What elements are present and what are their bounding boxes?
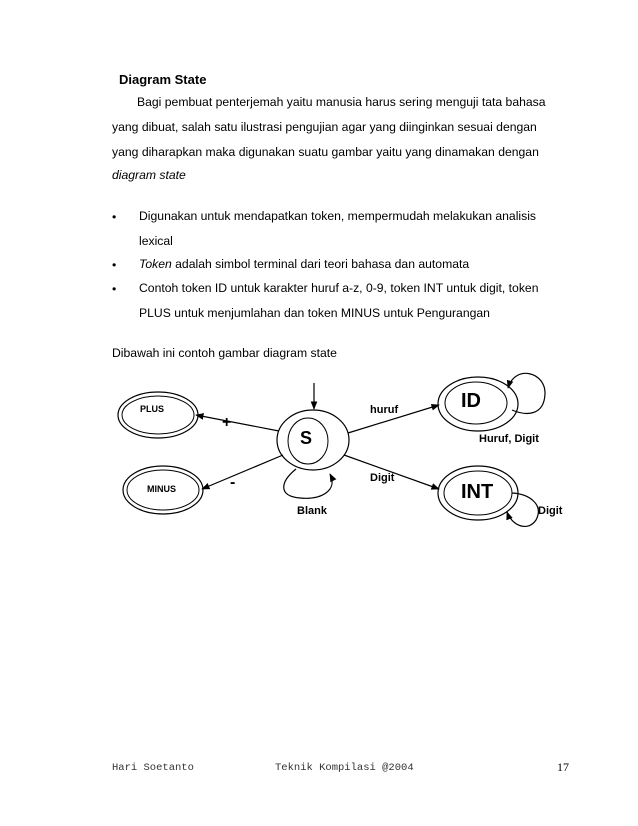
state-plus (118, 392, 198, 438)
bullet-marker: • (112, 210, 117, 224)
state-plus-label: PLUS (140, 404, 165, 414)
state-id-label: ID (461, 390, 481, 412)
bullet-2-term: Token (139, 257, 172, 271)
intro-line-3: yang diharapkan maka digunakan suatu gambar yaitu yang dinamakan dengan (112, 145, 539, 159)
state-minus-label: MINUS (147, 484, 176, 494)
footer-course: Teknik Kompilasi @2004 (275, 762, 414, 774)
bullet-1-line-2: lexical (139, 234, 173, 248)
edge-label-plus: + (222, 414, 232, 431)
edge-label-blank: Blank (297, 505, 327, 517)
state-start (277, 410, 349, 470)
loop-id (508, 373, 545, 413)
edge-s-to-plus (196, 415, 279, 431)
edge-label-huruf: huruf (370, 404, 399, 416)
intro-line-2: yang dibuat, salah satu ilustrasi pengujian agar yang diinginkan sesuai dengan (112, 120, 537, 134)
bullet-marker: • (112, 258, 117, 272)
edge-label-digit: Digit (370, 472, 395, 484)
state-int-label: INT (461, 481, 494, 503)
edge-s-to-minus (202, 455, 283, 489)
intro-line-4: diagram state (112, 168, 186, 182)
state-start-label: S (300, 428, 313, 448)
edge-label-huruf-digit: Huruf, Digit (479, 433, 539, 445)
footer-page-number: 17 (557, 760, 569, 774)
bullet-1-line-1: Digunakan untuk mendapatkan token, mempermudah melakukan analisis (139, 209, 537, 223)
edge-label-minus: - (230, 474, 236, 491)
intro-line-1: Bagi pembuat penterjemah yaitu manusia harus sering menguji tata bahasa (137, 95, 546, 109)
edge-label-digit-loop: Digit (538, 505, 563, 517)
bullet-3-line-2: PLUS untuk menjumlahan dan token MINUS untuk Pengurangan (139, 306, 490, 320)
diagram-caption: Dibawah ini contoh gambar diagram state (112, 346, 337, 360)
section-heading: Diagram State (119, 72, 207, 87)
footer-author: Hari Soetanto (112, 762, 194, 774)
bullet-marker: • (112, 282, 117, 296)
bullet-2-text: adalah simbol terminal dari teori bahasa dan automata (171, 257, 470, 271)
bullet-3-line-1: Contoh token ID untuk karakter huruf a-z, 0-9, token INT untuk digit, token (139, 281, 539, 295)
loop-blank (284, 469, 332, 498)
